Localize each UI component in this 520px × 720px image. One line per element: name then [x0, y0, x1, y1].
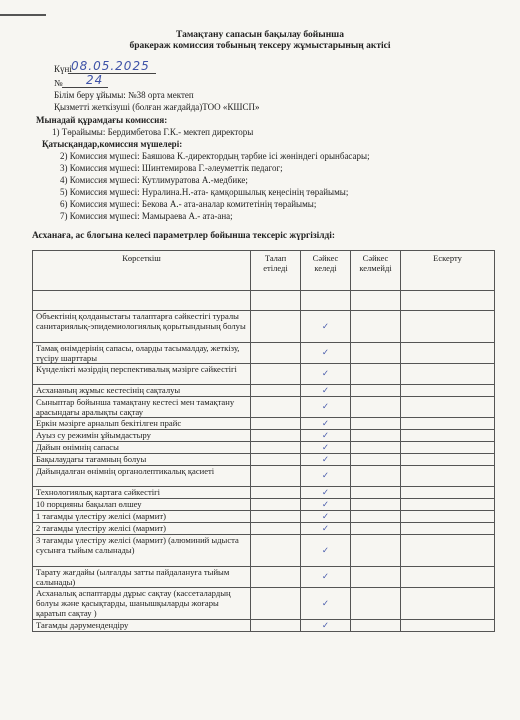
indicator-cell: Дайындалған өнімнің органолептикалық қасиеті	[33, 466, 251, 487]
noncompliant-cell	[351, 430, 401, 442]
header-indicator: Көрсеткіш	[33, 251, 251, 291]
check-mark-icon: ✓	[321, 511, 330, 522]
number-label: №	[54, 78, 63, 88]
required-cell	[251, 588, 301, 620]
header-required: Талап етіледі	[251, 251, 301, 291]
document-title-line1: Тамақтану сапасын бақылау бойынша	[176, 30, 344, 40]
member-line: 2) Комиссия мүшесі: Баяшова К.-директордың тәрбие ісі жөніндегі орынбасары;	[60, 151, 370, 161]
indicator-cell: Дайын өнімнің сапасы	[33, 442, 251, 454]
commission-heading: Мынадай құрамдағы комиссия:	[36, 115, 168, 125]
noncompliant-cell	[351, 466, 401, 487]
required-cell	[251, 430, 301, 442]
table-row	[33, 311, 495, 343]
note-cell	[401, 343, 495, 364]
check-mark-icon: ✓	[321, 321, 330, 332]
table-row	[33, 442, 495, 454]
member-line: 5) Комиссия мүшесі: Нуралина.Н.-ата- қамқоршылық кеңесінің төрайымы;	[60, 187, 349, 197]
noncompliant-cell	[351, 511, 401, 523]
inspection-table	[32, 250, 495, 632]
header-noncompliant: Сәйкес келмейді	[351, 251, 401, 291]
note-cell	[401, 418, 495, 430]
table-row	[33, 487, 495, 499]
required-cell	[251, 364, 301, 385]
required-cell	[251, 523, 301, 535]
handwritten-number: 24	[86, 73, 104, 87]
noncompliant-cell	[351, 442, 401, 454]
compliant-cell	[301, 511, 351, 523]
indicator-cell: 2 тағамды үлестіру желісі (мармит)	[33, 523, 251, 535]
compliant-cell	[301, 567, 351, 588]
noncompliant-cell	[351, 523, 401, 535]
noncompliant-cell	[351, 535, 401, 567]
compliant-cell	[301, 487, 351, 499]
compliant-cell	[301, 499, 351, 511]
table-row	[33, 418, 495, 430]
compliant-cell	[301, 535, 351, 567]
date-label: Күні	[54, 64, 72, 74]
indicator-cell: Күнделікті мәзірдің перспективалық мәзірге сәйкестігі	[33, 364, 251, 385]
required-cell	[251, 487, 301, 499]
members-heading: Қатысқандар,комиссия мүшелері:	[42, 139, 183, 149]
indicator-cell: Бақылаудағы тағамның болуы	[33, 454, 251, 466]
member-line: 7) Комиссия мүшесі: Мамыраева А.- ата-ана;	[60, 211, 233, 221]
noncompliant-cell	[351, 567, 401, 588]
indicator-cell: Асханалық аспаптарды дұрыс сақтау (кассеталардың болуы және қасықтарды, шанышқыларды жоғары қаратып сақтау )	[33, 588, 251, 620]
noncompliant-cell	[351, 499, 401, 511]
check-mark-icon: ✓	[321, 499, 330, 510]
indicator-cell: Тағамды дәрумендендіру	[33, 620, 251, 632]
table-row	[33, 588, 495, 620]
document-title-line2: бракераж комиссия тобының тексеру жұмыстарының актісі	[129, 41, 391, 51]
noncompliant-cell	[351, 311, 401, 343]
noncompliant-cell	[351, 364, 401, 385]
noncompliant-cell	[351, 397, 401, 418]
indicator-cell: 10 порцияны бақылап өлшеу	[33, 499, 251, 511]
check-mark-icon: ✓	[321, 545, 330, 556]
scan-edge-line	[0, 14, 46, 16]
indicator-cell: Сыныптар бойынша тамақтану кестесі мен тамақтану арасындағы аралықты сақтау	[33, 397, 251, 418]
institution-line: Білім беру ұйымы: №38 орта мектеп	[54, 90, 194, 100]
note-cell	[401, 620, 495, 632]
note-cell	[401, 430, 495, 442]
noncompliant-cell	[351, 343, 401, 364]
table-row	[33, 397, 495, 418]
required-cell	[251, 397, 301, 418]
member-line: 6) Комиссия мүшесі: Бекова А.- ата-аналар комитетінің төрайымы;	[60, 199, 317, 209]
note-cell	[401, 511, 495, 523]
note-cell	[401, 523, 495, 535]
check-mark-icon: ✓	[321, 442, 330, 453]
note-cell	[401, 442, 495, 454]
member-line: 3) Комиссия мүшесі: Шинтемирова Г.-әлеуметтік педагог;	[60, 163, 283, 173]
note-cell	[401, 454, 495, 466]
required-cell	[251, 466, 301, 487]
note-cell	[401, 466, 495, 487]
section-heading: Асханаға, ас блогына келесі параметрлер бойынша тексеріс жүргізілді:	[32, 231, 336, 241]
indicator-cell: 3 тағамды үлестіру желісі (мармит) (алюминий ыдыста сусынға тыйым салынады)	[33, 535, 251, 567]
header-note: Ескерту	[401, 251, 495, 291]
note-cell	[401, 499, 495, 511]
noncompliant-cell	[351, 385, 401, 397]
compliant-cell	[301, 454, 351, 466]
table-row	[33, 535, 495, 567]
table-row	[33, 430, 495, 442]
table-row	[33, 511, 495, 523]
check-mark-icon: ✓	[321, 471, 330, 481]
compliant-cell	[301, 385, 351, 397]
table-row	[33, 523, 495, 535]
table-spacer-row	[33, 291, 495, 311]
check-mark-icon: ✓	[321, 385, 330, 396]
required-cell	[251, 442, 301, 454]
provider-line: Қызметті жеткізуші (болған жағдайда)ТОО «КШСП»	[54, 102, 260, 112]
check-mark-icon: ✓	[321, 523, 330, 534]
compliant-cell	[301, 523, 351, 535]
required-cell	[251, 343, 301, 364]
required-cell	[251, 511, 301, 523]
number-underline	[62, 87, 108, 88]
compliant-cell	[301, 311, 351, 343]
table-row	[33, 466, 495, 487]
note-cell	[401, 364, 495, 385]
compliant-cell	[301, 397, 351, 418]
check-mark-icon: ✓	[321, 454, 330, 465]
note-cell	[401, 311, 495, 343]
note-cell	[401, 535, 495, 567]
compliant-cell	[301, 343, 351, 364]
check-mark-icon: ✓	[321, 402, 330, 412]
noncompliant-cell	[351, 588, 401, 620]
commission-chair: 1) Төрайымы: Бердимбетова Г.К.- мектеп директоры	[52, 127, 254, 137]
required-cell	[251, 311, 301, 343]
table-row	[33, 620, 495, 632]
table-row	[33, 385, 495, 397]
noncompliant-cell	[351, 620, 401, 632]
indicator-cell: Объектінің қолданыстағы талаптарға сәйкестігі туралы санитариялық-эпидемиологиялық қорытындының болуы	[33, 311, 251, 343]
compliant-cell	[301, 588, 351, 620]
handwritten-date: 08.05.2025	[71, 59, 150, 73]
check-mark-icon: ✓	[321, 598, 330, 609]
check-mark-icon: ✓	[321, 348, 330, 358]
indicator-cell: Ауыз су режимін ұйымдастыру	[33, 430, 251, 442]
table-header-row	[33, 251, 495, 291]
required-cell	[251, 454, 301, 466]
note-cell	[401, 588, 495, 620]
check-mark-icon: ✓	[321, 418, 330, 429]
required-cell	[251, 620, 301, 632]
compliant-cell	[301, 620, 351, 632]
compliant-cell	[301, 364, 351, 385]
table-row	[33, 343, 495, 364]
indicator-cell: Тамақ өнімдерінің сапасы, оларды тасымалдау, жеткізу, түсіру шарттары	[33, 343, 251, 364]
compliant-cell	[301, 418, 351, 430]
note-cell	[401, 567, 495, 588]
compliant-cell	[301, 430, 351, 442]
table-row	[33, 364, 495, 385]
member-line: 4) Комиссия мүшесі: Кутлимуратова А.-медбике;	[60, 175, 248, 185]
noncompliant-cell	[351, 418, 401, 430]
required-cell	[251, 385, 301, 397]
required-cell	[251, 418, 301, 430]
date-underline	[68, 73, 156, 74]
check-mark-icon: ✓	[321, 620, 330, 631]
note-cell	[401, 385, 495, 397]
header-compliant: Сәйкес келеді	[301, 251, 351, 291]
table-row	[33, 454, 495, 466]
noncompliant-cell	[351, 454, 401, 466]
check-mark-icon: ✓	[321, 430, 330, 441]
note-cell	[401, 397, 495, 418]
note-cell	[401, 487, 495, 499]
check-mark-icon: ✓	[321, 369, 330, 379]
table-row	[33, 567, 495, 588]
indicator-cell: Тарату жағдайы (ылғалды затты пайдалануға тыйым салынады)	[33, 567, 251, 588]
check-mark-icon: ✓	[321, 487, 330, 498]
compliant-cell	[301, 442, 351, 454]
indicator-cell: Асхананың жұмыс кестесінің сақталуы	[33, 385, 251, 397]
noncompliant-cell	[351, 487, 401, 499]
indicator-cell: 1 тағамды үлестіру желісі (мармит)	[33, 511, 251, 523]
indicator-cell: Технологиялық картаға сәйкестігі	[33, 487, 251, 499]
indicator-cell: Еркін мәзірге арналып бекітілген прайс	[33, 418, 251, 430]
required-cell	[251, 499, 301, 511]
compliant-cell	[301, 466, 351, 487]
required-cell	[251, 535, 301, 567]
table-row	[33, 499, 495, 511]
required-cell	[251, 567, 301, 588]
check-mark-icon: ✓	[321, 572, 330, 582]
